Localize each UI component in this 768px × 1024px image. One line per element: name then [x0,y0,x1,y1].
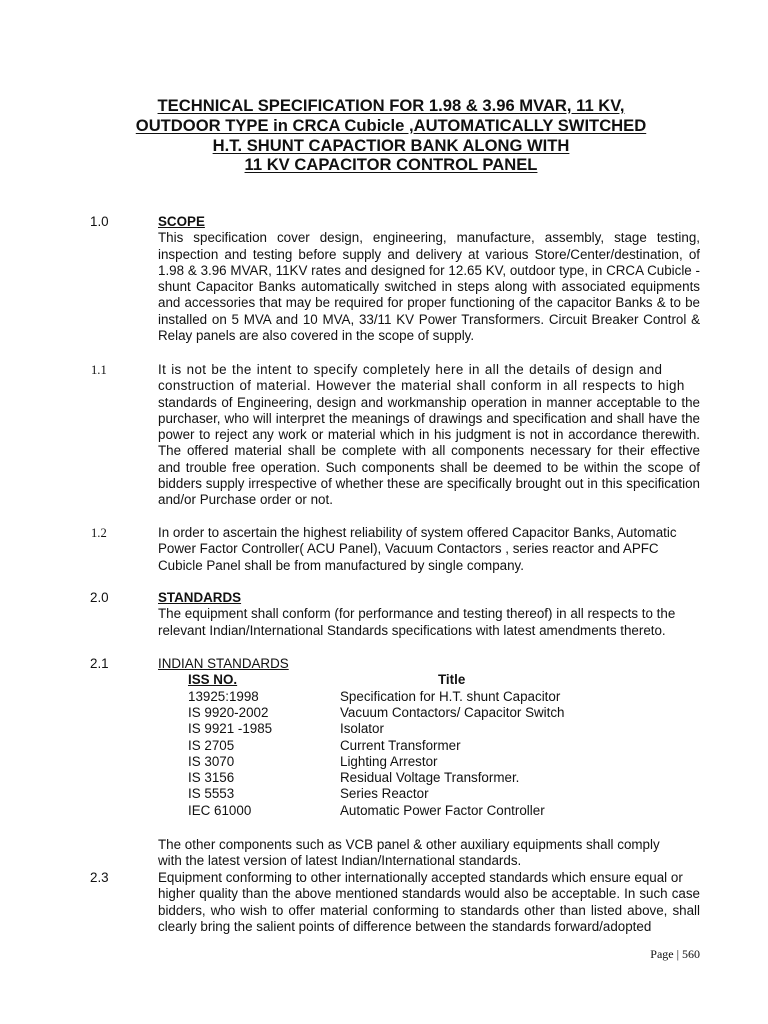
section-paragraph: This specification cover design, engineering, manufacture, assembly, stage testing, inspection and testing before supply and delivery at various Store/Center/destination, of 1.98 & 3.96 MVAR, 11KV rates and designed for 12.65 KV, outdoor type, in CRCA Cubicle - shunt Capacitor Banks automatically switched in steps along with associated equipments and accessories that may be required for proper functioning of the capacitor Banks & to be installed on 5 MVA and 10 MVA, 33/11 KV Power Transformers. Circuit Breaker Control & Relay panels are also covered in the scope of supply. [158,230,700,344]
section-number: 1.2 [91,526,107,540]
standards-table-header [158,672,700,688]
title-cell: Vacuum Contactors/ Capacitor Switch [340,704,565,720]
paragraph-line: Cubicle Panel shall be from manufactured by single company. [158,557,524,573]
title-cell: Residual Voltage Transformer. [340,770,520,786]
table-row [158,738,700,754]
iss-cell: IS 9920-2002 [188,704,269,720]
paragraph-line: It is not be the intent to specify completely here in all the details of design and [158,362,663,377]
title-line-2: OUTDOOR TYPE in CRCA Cubicle ,AUTOMATICALLY SWITCHED [135,115,647,135]
page-number: Page | 560 [650,947,700,961]
iss-cell: IS 9921 -1985 [188,721,273,737]
table-row [158,803,700,819]
iss-cell: IS 2705 [188,737,235,753]
title-cell: Specification for H.T. shunt Capacitor [340,688,561,704]
paragraph-line: relevant Indian/International Standards specifications with latest amendments thereto. [158,622,666,638]
paragraph-line: In order to ascertain the highest reliability of system offered Capacitor Banks, Automatic [158,525,677,540]
title-line-3: H.T. SHUNT CAPACTIOR BANK ALONG WITH [212,135,570,155]
section-heading: SCOPE [158,214,205,229]
iss-cell: IS 3156 [188,770,235,786]
section-heading: STANDARDS [158,590,242,605]
column-header-iss: ISS NO. [188,672,238,688]
iss-cell: 13925:1998 [188,688,259,704]
title-cell: Automatic Power Factor Controller [340,802,545,818]
document-title [110,96,672,175]
section-number: 1.0 [90,214,109,229]
section-number: 2.1 [90,656,109,671]
section-number: 1.1 [91,363,107,377]
section-heading: INDIAN STANDARDS [158,656,289,671]
column-header-title: Title [438,672,466,688]
title-cell: Lighting Arrestor [340,753,438,769]
table-row [158,754,700,770]
section-number: 2.3 [90,870,109,885]
paragraph-line: The other components such as VCB panel & other auxiliary equipments shall comply [158,837,660,852]
paragraph-line: The equipment shall conform (for performance and testing thereof) in all respects to the [158,606,676,622]
paragraph-line: Power Factor Controller( ACU Panel), Vacuum Contactors , series reactor and APFC [158,541,659,557]
title-cell: Current Transformer [340,737,461,753]
title-line-4: 11 KV CAPACITOR CONTROL PANEL [244,155,538,175]
paragraph-line: with the latest version of latest Indian/International standards. [158,853,522,869]
section-paragraph: higher quality than the above mentioned standards would also be acceptable. In such case bidders, who wish to offer material conforming to standards other than listed above, shall clearly bring the salient points of difference between the standards forward/adopted [158,886,700,934]
table-row [158,786,700,802]
iss-cell: IS 3070 [188,753,235,769]
iss-cell: IS 5553 [188,786,235,802]
title-cell: Isolator [340,721,384,737]
table-row [158,770,700,786]
section-paragraph: standards of Engineering, design and workmanship operation in manner acceptable to the purchaser, who will interpret the meanings of drawings and specification and shall have the power to reject any work or material which in his judgment is not in accordance therewith. The offered material shall be complete with all components necessary for their effective and trouble free operation. Such components shall be deemed to be within the scope of bidders supply irrespective of whether these are specifically brought out in this specification and/or Purchase order or not. [158,394,700,508]
iss-cell: IEC 61000 [188,802,252,818]
section-number: 2.0 [90,590,109,605]
title-line-1: TECHNICAL SPECIFICATION FOR 1.98 & 3.96 MVAR, 11 KV, [157,96,625,115]
title-cell: Series Reactor [340,786,429,802]
table-row [158,705,700,721]
table-row [158,689,700,705]
paragraph-line: construction of material. However the material shall conform in all respects to high [158,378,685,394]
paragraph-line: Equipment conforming to other internationally accepted standards which ensure equal or [158,870,683,885]
table-row [158,721,700,737]
